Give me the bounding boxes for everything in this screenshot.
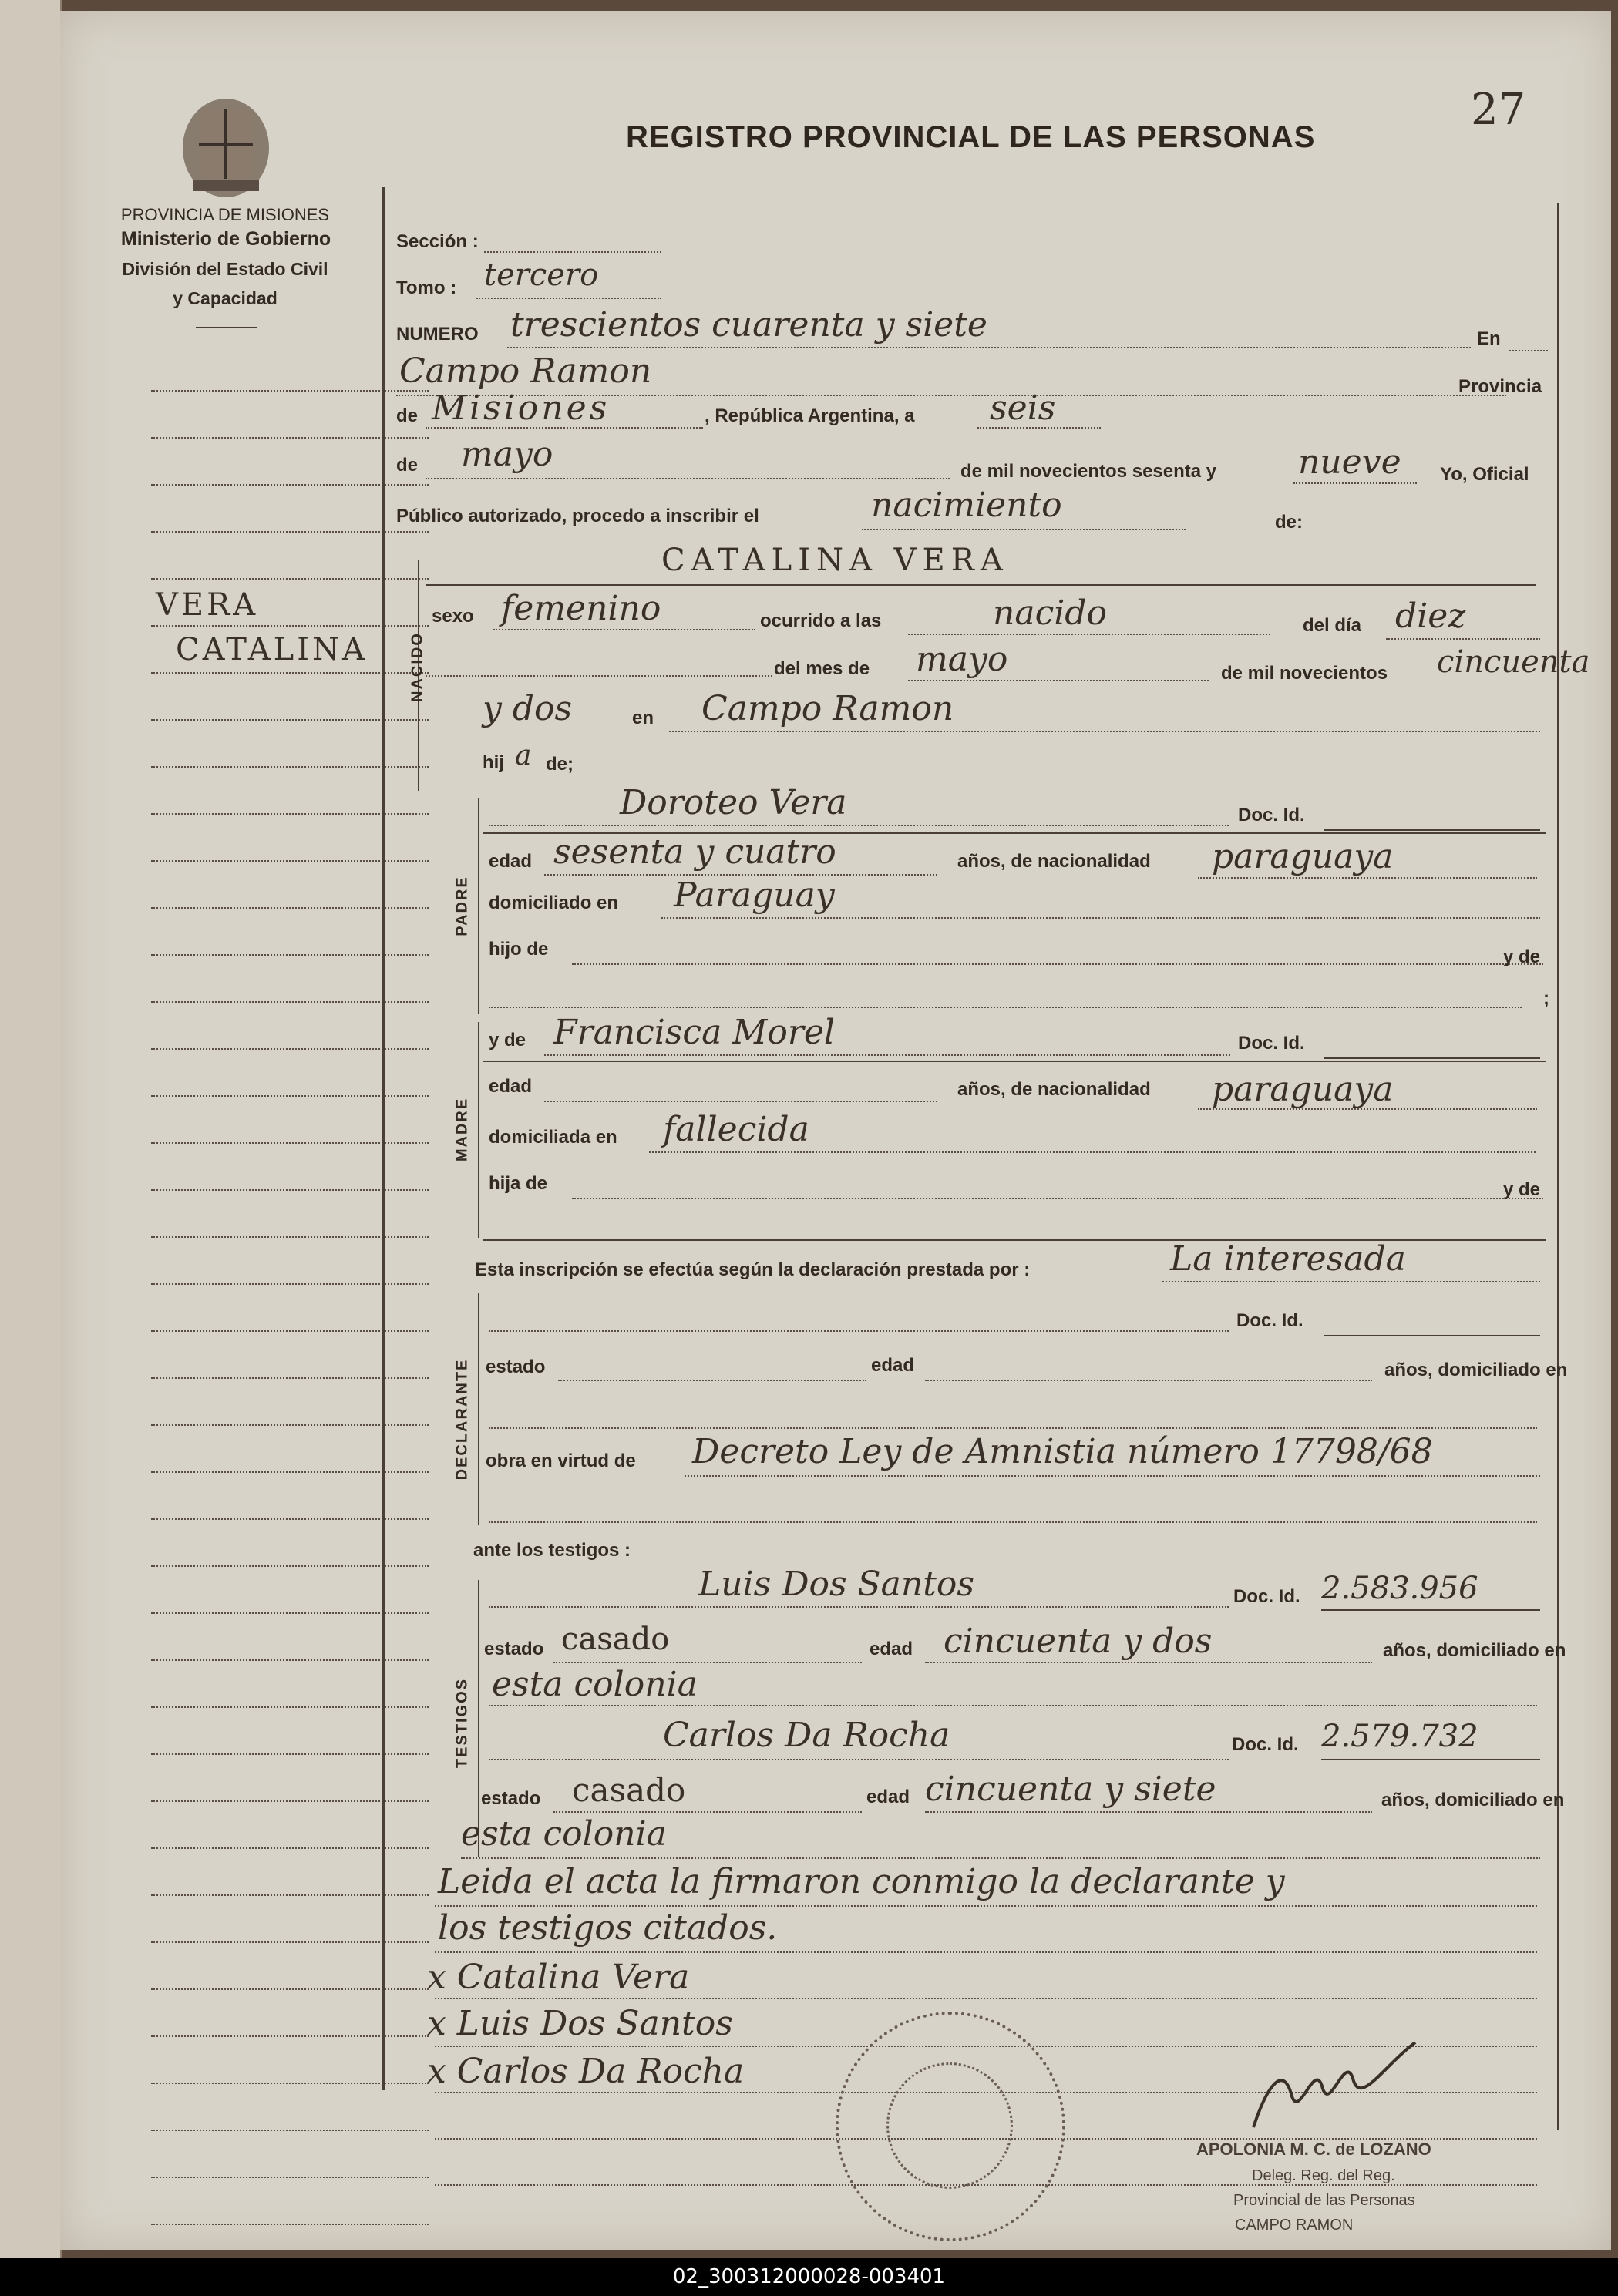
official-seal-icon	[836, 2012, 1065, 2241]
certificate-page	[60, 11, 1611, 2250]
anio-value: nueve	[1298, 442, 1401, 482]
padre-nac-label: años, de nacionalidad	[957, 851, 1151, 872]
hij-de-label: de;	[546, 754, 574, 775]
declarante-intro-value: La interesada	[1170, 1239, 1406, 1279]
org-divider	[196, 327, 257, 328]
virtud-value: Decreto Ley de Amnistia número 17798/68	[692, 1432, 1433, 1471]
padre-domicilio-label: domiciliado en	[489, 893, 619, 913]
testigo1-edad-value: cincuenta y dos	[944, 1622, 1213, 1661]
margin-dotted-line	[151, 1706, 429, 1708]
margin-dotted-line	[151, 531, 429, 533]
margin-dotted-line	[151, 1847, 429, 1849]
testigo1-doc-line	[1321, 1609, 1540, 1611]
oficial-label: Yo, Oficial	[1440, 464, 1529, 485]
declarante-edad-label: edad	[871, 1355, 915, 1376]
margin-dotted-line	[151, 578, 429, 580]
en-line	[1509, 350, 1548, 351]
padre-nombre-line	[489, 825, 1229, 826]
testigos-intro-label: ante los testigos :	[473, 1540, 631, 1561]
padre-section-label: PADRE	[453, 876, 471, 936]
declarante-doc-label: Doc. Id.	[1236, 1310, 1303, 1331]
margin-dotted-line	[151, 1142, 429, 1144]
sexo-value: femenino	[501, 589, 661, 628]
margin-dotted-line	[151, 954, 429, 956]
nacido-nombre: CATALINA VERA	[661, 543, 1009, 578]
margin-dotted-line	[151, 1753, 429, 1755]
margin-dotted-line	[151, 1800, 429, 1802]
margin-dotted-line	[151, 484, 429, 486]
testigo2-doc-line	[1321, 1759, 1540, 1760]
form-right-border	[1557, 203, 1559, 2130]
image-label-bar	[0, 2258, 1618, 2296]
margin-dotted-line	[151, 1048, 429, 1050]
anio-line	[1293, 482, 1417, 484]
margin-dotted-line	[151, 813, 429, 815]
testigo1-nombre-line	[489, 1606, 1229, 1608]
margin-dotted-line	[151, 1988, 429, 1990]
margin-dotted-line	[151, 390, 429, 392]
virtud-label: obra en virtud de	[486, 1451, 636, 1471]
margin-dotted-line	[151, 1565, 429, 1567]
tomo-value: tercero	[484, 257, 599, 293]
margin-dotted-line	[151, 1471, 429, 1473]
madre-y-de-label: y de	[489, 1030, 526, 1051]
testigo1-domicilio: esta colonia	[492, 1665, 698, 1704]
padre-edad-value: sesenta y cuatro	[553, 832, 836, 872]
testigo1-doc-label: Doc. Id.	[1233, 1586, 1300, 1607]
padre-nombre: Doroteo Vera	[620, 783, 847, 822]
madre-border	[478, 1022, 479, 1238]
acto-line	[862, 529, 1186, 530]
madre-y-de2-label: y de	[1503, 1179, 1541, 1200]
nacido-lugar-value: Campo Ramon	[701, 689, 954, 728]
testigo1-estado-value: casado	[561, 1622, 670, 1657]
padre-hijo-label: hijo de	[489, 939, 549, 960]
testigo2-estado-label: estado	[481, 1788, 541, 1809]
numero-value: trescientos cuarenta y siete	[510, 305, 987, 345]
madre-nac-line	[1198, 1108, 1537, 1110]
hij-value: a	[515, 740, 532, 771]
dia-value: seis	[990, 388, 1056, 428]
margin-dotted-line	[151, 2224, 429, 2225]
org-division: División del Estado Civil	[122, 259, 328, 279]
closing-line2-rule	[435, 1951, 1537, 1953]
hora-line	[908, 634, 1270, 635]
testigo2-nombre: Carlos Da Rocha	[663, 1716, 950, 1755]
padre-domicilio-line	[661, 917, 1540, 919]
facing-page-edge	[0, 0, 62, 2258]
numero-label: NUMERO	[396, 324, 479, 345]
margin-dotted-line	[151, 672, 429, 674]
margin-dotted-line	[151, 1189, 429, 1191]
padre-edad-label: edad	[489, 851, 533, 872]
anio-label: de mil novecientos sesenta y	[960, 461, 1217, 482]
closing-line1-rule	[435, 1905, 1537, 1907]
official-title2: Provincial de las Personas	[1233, 2192, 1415, 2209]
official-signature-icon	[1246, 2035, 1423, 2135]
provincia-value: Misiones	[432, 388, 611, 428]
testigo2-edad-value: cincuenta y siete	[925, 1770, 1216, 1809]
org-province: PROVINCIA DE MISIONES	[120, 205, 330, 224]
margin-dotted-line	[151, 2035, 429, 2037]
closing-line1: Leida el acta la firmaron conmigo la declarante y	[438, 1862, 1285, 1901]
margin-dotted-line	[151, 1095, 429, 1097]
nacido-mes-value: mayo	[916, 640, 1008, 679]
padre-doc-line	[1324, 829, 1540, 831]
mes-value: mayo	[461, 435, 553, 474]
de3-label: de:	[1275, 512, 1303, 533]
seccion-line	[484, 251, 661, 253]
provincia-label: Provincia	[1458, 376, 1542, 397]
margin-dotted-line	[151, 1612, 429, 1614]
ocurrido-label: ocurrido a las	[760, 610, 882, 631]
margin-dotted-line	[151, 1283, 429, 1285]
padre-hijo-line	[572, 963, 1543, 965]
madre-nac-label: años, de nacionalidad	[957, 1079, 1151, 1100]
mil-label: de mil novecientos	[1221, 663, 1388, 684]
margin-dotted-line	[151, 907, 429, 909]
official-title1: Deleg. Reg. del Reg.	[1252, 2167, 1395, 2184]
image-label: 02_300312000028-003401	[672, 2265, 946, 2288]
margin-dotted-line	[151, 1236, 429, 1238]
del-mes-label: del mes de	[774, 658, 870, 679]
testigo1-anios-label: años, domiciliado en	[1383, 1640, 1566, 1661]
coat-of-arms-icon	[177, 86, 274, 203]
declarante-intro-label: Esta inscripción se efectúa según la declaración prestada por :	[475, 1259, 1031, 1280]
margin-dotted-line	[151, 766, 429, 768]
tomo-label: Tomo :	[396, 277, 457, 298]
margin-given-name: CATALINA	[176, 632, 368, 667]
declarante-estado-label: estado	[486, 1356, 546, 1377]
hora-value: nacido	[993, 593, 1107, 633]
nacido-dia-line	[1386, 638, 1540, 640]
madre-edad-label: edad	[489, 1076, 533, 1097]
margin-dotted-line	[151, 1377, 429, 1379]
margin-dotted-line	[151, 1941, 429, 1943]
margin-surname: VERA	[156, 587, 259, 623]
declarante-edad-line	[925, 1380, 1372, 1381]
padre-domicilio-value: Paraguay	[674, 876, 835, 915]
madre-hija-line	[572, 1198, 1543, 1199]
de2-label: de	[396, 455, 419, 476]
madre-domicilio-line	[649, 1151, 1536, 1153]
dia-line	[977, 427, 1101, 429]
margin-dotted-line	[151, 2083, 429, 2084]
declarante-section-label: DECLARANTE	[453, 1358, 471, 1481]
provincia-line	[426, 427, 703, 429]
testigos-section-label: TESTIGOS	[453, 1677, 471, 1769]
de-label: de	[396, 405, 419, 426]
testigo2-estado-value: casado	[572, 1771, 686, 1809]
official-title3: CAMPO RAMON	[1235, 2217, 1354, 2234]
seccion-label: Sección :	[396, 231, 479, 252]
nacido-anio-value: cincuenta	[1437, 644, 1590, 680]
testigo2-edad-label: edad	[866, 1787, 910, 1807]
nacido-dia-value: diez	[1395, 597, 1466, 636]
margin-dotted-line	[151, 437, 429, 439]
testigo2-doc-value: 2.579.732	[1321, 1719, 1478, 1754]
margin-dotted-line	[151, 625, 429, 627]
testigo2-domicilio: esta colonia	[461, 1814, 667, 1854]
testigo1-domicilio-line	[489, 1705, 1537, 1706]
madre-nac-value: paraguaya	[1212, 1070, 1394, 1109]
page-title: REGISTRO PROVINCIAL DE LAS PERSONAS	[626, 120, 1316, 154]
madre-hija-label: hija de	[489, 1173, 548, 1194]
margin-dotted-line	[151, 2177, 429, 2178]
signature-luis: x Luis Dos Santos	[427, 2004, 733, 2043]
madre-top-rule	[483, 1061, 1546, 1062]
lugar-value: Campo Ramon	[399, 351, 652, 391]
tomo-line	[476, 298, 661, 299]
margin-dotted-line	[151, 1001, 429, 1003]
testigo1-nombre: Luis Dos Santos	[698, 1565, 974, 1604]
del-dia-label: del día	[1303, 615, 1362, 636]
declarante-anios-label: años, domiciliado en	[1384, 1360, 1568, 1380]
padre-doc-label: Doc. Id.	[1238, 805, 1305, 825]
testigo2-domicilio-line	[461, 1857, 1540, 1859]
madre-section-label: MADRE	[453, 1097, 471, 1162]
testigo2-estado-line	[553, 1811, 862, 1813]
org-capacidad: y Capacidad	[173, 288, 278, 308]
margin-dotted-line	[151, 1894, 429, 1896]
declarante-nombre-line	[489, 1330, 1229, 1332]
closing-line2: los testigos citados.	[438, 1908, 778, 1948]
margin-dotted-line	[151, 2130, 429, 2131]
virtud-line	[685, 1475, 1540, 1477]
nacido-section-label: NACIDO	[409, 632, 426, 702]
nacido-nombre-line	[426, 584, 1536, 586]
testigo2-anios-label: años, domiciliado en	[1381, 1790, 1565, 1810]
padre-border	[478, 798, 479, 1014]
padre-y-de-label: y de	[1503, 946, 1541, 967]
testigo2-edad-line	[925, 1811, 1372, 1813]
madre-nombre: Francisca Morel	[553, 1013, 835, 1052]
sexo-label: sexo	[432, 606, 474, 627]
padre-blank-line	[489, 1007, 1522, 1008]
nacido-en-label: en	[632, 708, 654, 728]
madre-doc-line	[1324, 1057, 1540, 1059]
madre-domicilio-label: domiciliada en	[489, 1127, 617, 1148]
testigo1-edad-line	[925, 1662, 1372, 1663]
madre-nombre-line	[544, 1054, 1230, 1056]
padre-nac-line	[1198, 877, 1537, 879]
testigo2-nombre-line	[489, 1759, 1229, 1760]
acto-value: nacimiento	[871, 486, 1062, 525]
declarante-domicilio-line	[489, 1427, 1537, 1429]
testigo1-estado-line	[553, 1662, 862, 1663]
republica-label: , República Argentina, a	[705, 405, 915, 426]
testigo1-doc-value: 2.583.956	[1321, 1571, 1478, 1606]
margin-dotted-line	[151, 1424, 429, 1426]
padre-nac-value: paraguaya	[1212, 837, 1394, 876]
form-left-border	[382, 187, 385, 2090]
margin-dotted-line	[151, 719, 429, 721]
publico-label: Público autorizado, procedo a inscribir el	[396, 506, 759, 526]
nacido-mes-line	[908, 680, 1209, 681]
signature-carlos: x Carlos Da Rocha	[427, 2052, 745, 2091]
padre-semicolon: ;	[1543, 988, 1549, 1009]
en-label: En	[1477, 328, 1501, 349]
declarante-intro-line	[1162, 1281, 1540, 1282]
hij-label: hij	[483, 752, 504, 773]
madre-domicilio-value: fallecida	[663, 1110, 809, 1149]
numero-line	[507, 347, 1471, 348]
testigo1-edad-label: edad	[870, 1639, 913, 1659]
margin-dotted-line	[151, 1518, 429, 1520]
margin-dotted-line	[151, 860, 429, 862]
signature-catalina: x Catalina Vera	[427, 1958, 690, 1997]
testigo1-estado-label: estado	[484, 1639, 544, 1659]
nacido-lugar-line	[669, 731, 1540, 732]
testigo2-doc-label: Doc. Id.	[1232, 1734, 1299, 1755]
margin-dotted-line	[151, 1659, 429, 1661]
margin-dotted-line	[151, 1330, 429, 1332]
madre-edad-line	[544, 1101, 937, 1102]
declarante-estado-line	[558, 1380, 866, 1381]
org-ministry: Ministerio de Gobierno	[120, 228, 331, 250]
signature1-rule	[435, 1998, 1537, 1999]
official-name: APOLONIA M. C. de LOZANO	[1196, 2140, 1431, 2159]
declarante-border	[478, 1293, 479, 1525]
mes-line	[426, 478, 950, 479]
declarante-blank-line	[489, 1521, 1537, 1523]
page-number: 27	[1471, 85, 1526, 135]
blank-line-a	[426, 675, 772, 677]
madre-doc-label: Doc. Id.	[1238, 1033, 1305, 1054]
nacido-anio-value2: y dos	[483, 689, 573, 728]
declarante-doc-line	[1324, 1335, 1540, 1336]
sexo-line	[493, 629, 755, 630]
